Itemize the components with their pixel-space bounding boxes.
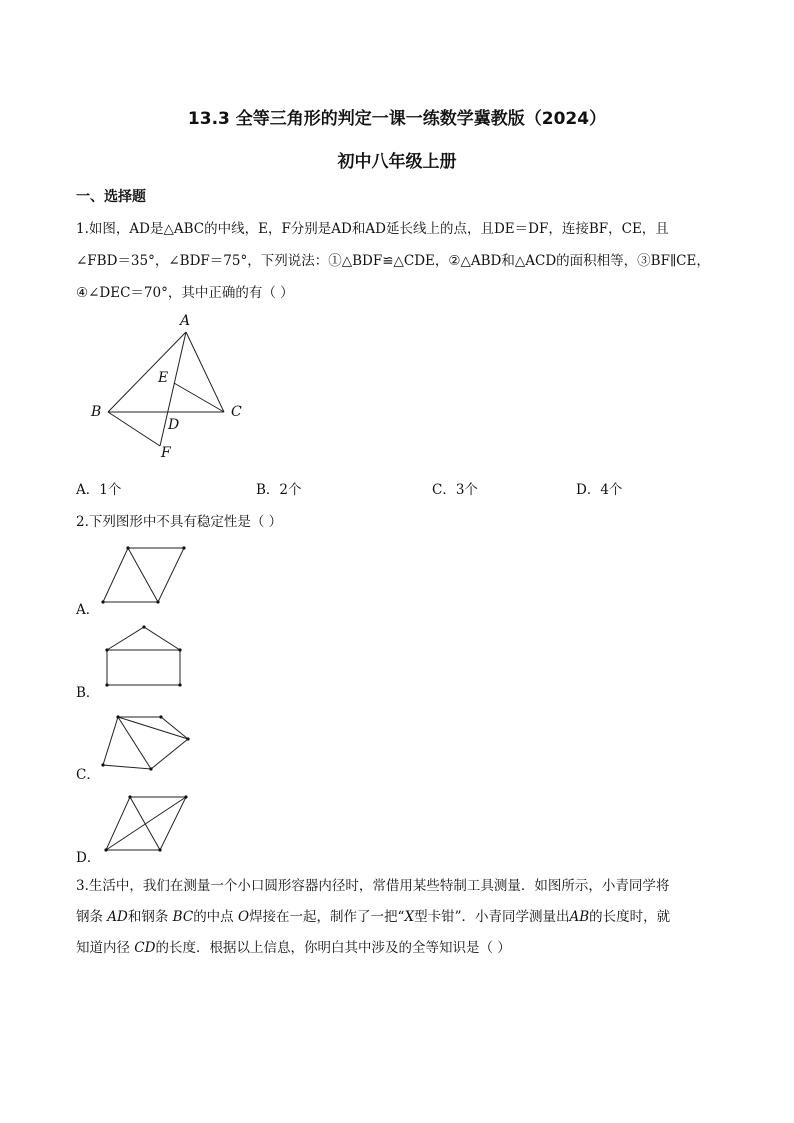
q1-label-c: C [231, 404, 242, 420]
q1-label-d: D [168, 417, 180, 433]
q2-figure-a [103, 548, 184, 602]
section-heading: 一、选择题 [76, 189, 146, 205]
q2-figure-d [106, 797, 186, 850]
q1-label-e: E [158, 370, 169, 386]
q2-figure-c [103, 717, 188, 769]
q3-stem-line1: 3.生活中，我们在测量一个小口圆形容器内径时，常借用某些特制工具测量．如图所示，小青同学将 [76, 878, 670, 894]
q1-stem-line3: ④∠DEC＝70°，其中正确的有（ ） [76, 285, 294, 301]
q2-stem: 2.下列图形中不具有稳定性是（ ） [76, 514, 283, 530]
q2-option-b[interactable]: B． [76, 685, 100, 701]
q3-stem-line3: 知道内径 CD的长度．根据以上信息，你明白其中涉及的全等知识是（ ） [76, 940, 511, 956]
q1-stem-line2: ∠FBD＝35°，∠BDF＝75°，下列说法：①△BDF≌△CDE，②△ABD和△ACD的面积相等，③BF∥CE， [76, 253, 710, 269]
q1-option-c[interactable]: C．3个 [432, 482, 478, 498]
q2-option-a[interactable]: A． [76, 602, 100, 618]
document-subtitle: 初中八年级上册 [337, 152, 457, 172]
q1-stem-line1: 1.如图，AD是△ABC的中线，E，F分别是AD和AD延长线上的点，且DE＝DF，连接BF，CE，且 [76, 221, 669, 237]
q1-option-b[interactable]: B．2个 [256, 482, 302, 498]
q2-option-c[interactable]: C． [76, 767, 100, 783]
q1-option-a[interactable]: A．1个 [76, 482, 122, 498]
q3-stem-line2: 钢条 AD和钢条 BC的中点 O焊接在一起，制作了一把“X型卡钳”．小青同学测量出AB的长度时，就 [76, 909, 671, 925]
q1-label-b: B [91, 404, 102, 420]
q1-label-a: A [180, 313, 191, 329]
q2-option-d[interactable]: D． [76, 850, 101, 866]
q1-label-f: F [161, 445, 171, 461]
document-title: 13.3 全等三角形的判定一课一练数学冀教版（2024） [187, 109, 607, 129]
q1-option-d[interactable]: D．4个 [576, 482, 623, 498]
q2-figure-b [107, 627, 180, 685]
